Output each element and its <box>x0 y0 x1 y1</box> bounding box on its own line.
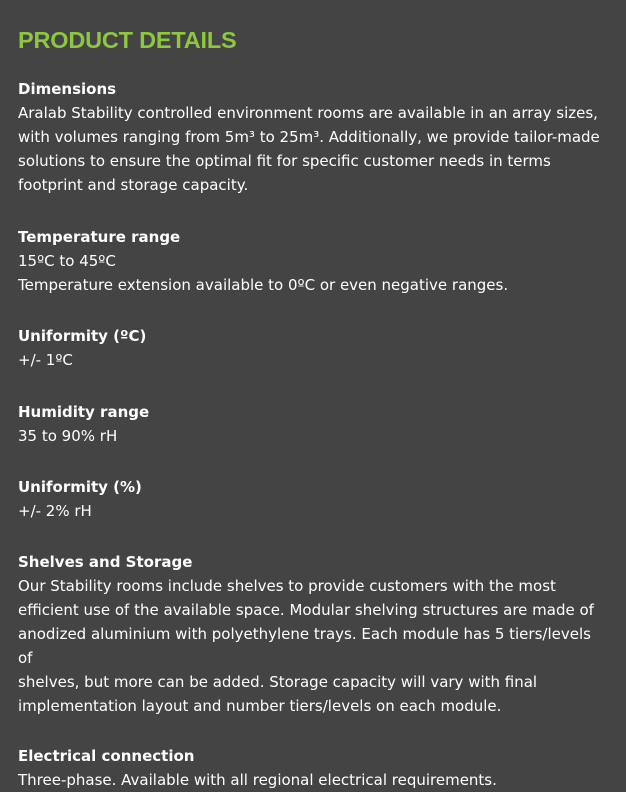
temperature-uniformity-heading: Uniformity (ºC) <box>18 327 147 345</box>
temperature-range-note: Temperature extension available to 0ºC or even negative ranges. <box>18 276 509 294</box>
dimensions-line: solutions to ensure the optimal fit for specific customer needs in terms <box>18 152 551 170</box>
shelves-storage-heading: Shelves and Storage <box>18 553 193 571</box>
temperature-uniformity-section <box>18 324 608 372</box>
electrical-connection-value: Three-phase. Available with all regional electrical requirements. <box>18 771 497 789</box>
shelves-storage-line: efficient use of the available space. Modular shelving structures are made of <box>18 601 594 619</box>
section-title: PRODUCT DETAILS <box>18 27 237 53</box>
humidity-uniformity-value: +/- 2% rH <box>18 502 92 520</box>
shelves-storage-line: anodized aluminium with polyethylene trays. Each module has 5 tiers/levels of <box>18 625 591 667</box>
dimensions-heading: Dimensions <box>18 80 117 98</box>
temperature-range-value: 15ºC to 45ºC <box>18 252 116 270</box>
shelves-storage-line: Our Stability rooms include shelves to provide customers with the most <box>18 577 556 595</box>
temperature-range-section <box>18 225 608 297</box>
dimensions-section <box>18 77 608 197</box>
temperature-uniformity-value: +/- 1ºC <box>18 351 73 369</box>
humidity-range-heading: Humidity range <box>18 403 150 421</box>
electrical-connection-section <box>18 744 608 792</box>
shelves-storage-line: implementation layout and number tiers/levels on each module. <box>18 697 502 715</box>
temperature-range-heading: Temperature range <box>18 228 181 246</box>
humidity-range-value: 35 to 90% rH <box>18 427 118 445</box>
humidity-range-section <box>18 400 608 448</box>
dimensions-line: footprint and storage capacity. <box>18 176 249 194</box>
dimensions-line: Aralab Stability controlled environment rooms are available in an array sizes, <box>18 104 598 122</box>
shelves-storage-line: shelves, but more can be added. Storage capacity will vary with final <box>18 673 538 691</box>
dimensions-line: with volumes ranging from 5m³ to 25m³. Additionally, we provide tailor-made <box>18 128 600 146</box>
electrical-connection-heading: Electrical connection <box>18 747 195 765</box>
shelves-storage-section <box>18 550 608 718</box>
humidity-uniformity-heading: Uniformity (%) <box>18 478 142 496</box>
humidity-uniformity-section <box>18 475 608 523</box>
